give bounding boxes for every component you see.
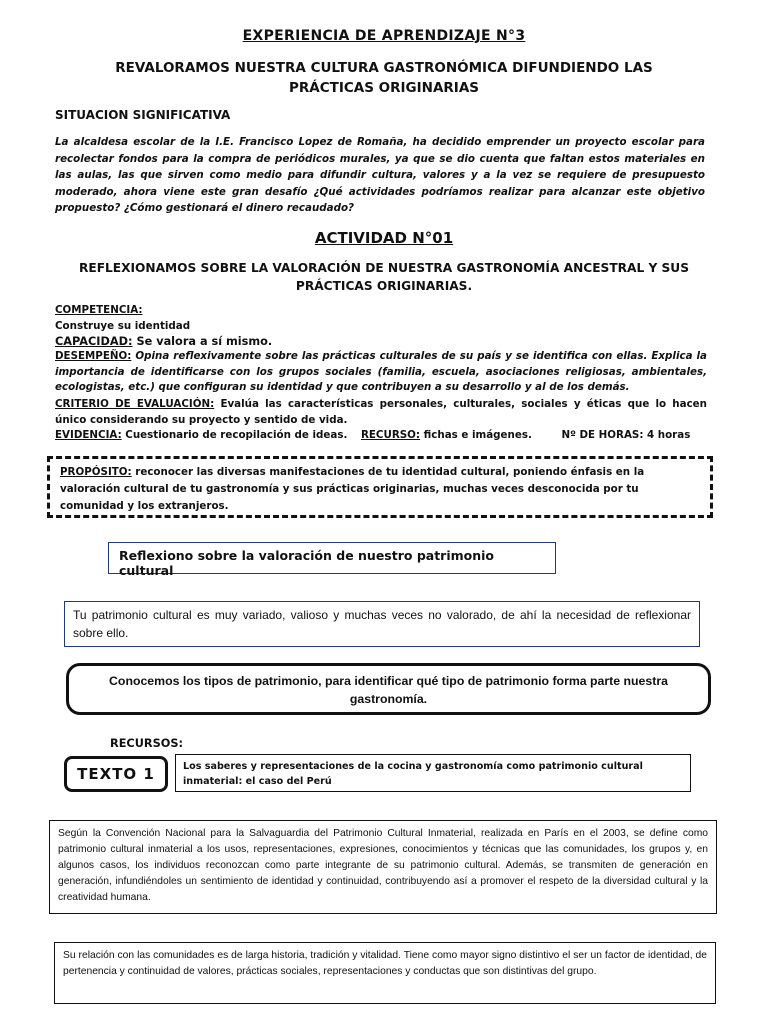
evidencia-value: Cuestionario de recopilación de ideas. (125, 429, 348, 441)
activity-subtitle: REFLEXIONAMOS SOBRE LA VALORACIÓN DE NUESTRA GASTRONOMÍA ANCESTRAL Y SUS PRÁCTICAS ORIGINARIAS. (79, 261, 689, 293)
proposito-box (47, 456, 713, 518)
reflexiono-box: Reflexiono sobre la valoración de nuestro patrimonio cultural (108, 542, 556, 574)
horas-value: Nº DE HORAS: 4 horas (561, 429, 691, 441)
desempeno-value: Opina reflexivamente sobre las prácticas culturales de su país y se identifica con ellas. Explica la importancia de identificarse con los grupos sociales (familia, escuela, asociaciones religiosas, ambientales, ecologistas, etc.) que configuran su identidad y que contribuyen a su desarrollo y al de los demás. (55, 350, 707, 393)
competencia-block (55, 303, 707, 334)
experience-subtitle: REVALORAMOS NUESTRA CULTURA GASTRONÓMICA DIFUNDIENDO LAS PRÁCTICAS ORIGINARIAS (115, 60, 653, 96)
recurso-label: RECURSO: (360, 429, 421, 441)
texto1-description: Los saberes y representaciones de la cocina y gastronomía como patrimonio cultural inmaterial: el caso del Perú (175, 754, 691, 792)
conocemos-box: Conocemos los tipos de patrimonio, para identificar qué tipo de patrimonio forma parte nuestra gastronomía. (66, 663, 711, 715)
capacidad-value: Se valora a sí mismo. (136, 335, 273, 348)
capacidad-label: CAPACIDAD: (55, 335, 133, 348)
relacion-text-box: Su relación con las comunidades es de larga historia, tradición y vitalidad. Tiene como mayor signo distintivo el ser un factor de identidad, de pertenencia y continuidad de valores, prácticas sociales, representaciones y conductas que son distintivas del grupo. (54, 942, 716, 1004)
proposito-label: PROPÓSITO: (60, 466, 132, 478)
evidencia-label: EVIDENCIA: (55, 429, 122, 441)
convencion-text-box: Según la Convención Nacional para la Salvaguardia del Patrimonio Cultural Inmaterial, realizada en París en el 2003, se define como patrimonio cultural inmaterial a los usos, representaciones, expresiones, conocimientos y técnicas que las comunidades, los grupos y, en algunos casos, los individuos reconozcan como parte integrante de su patrimonio cultural. Además, se transmiten de generación en generación, infundiéndoles un sentimiento de identidad y continuidad, contribuyendo así a promover el respeto de la diversidad cultural y la creatividad humana. (49, 820, 717, 914)
competencia-value: Construye su identidad (55, 319, 191, 332)
desempeno-label: DESEMPEÑO: (55, 350, 132, 362)
evidencia-block (55, 428, 707, 444)
situation-text: La alcaldesa escolar de la I.E. Francisco Lopez de Romaña, ha decidido emprender un proyecto escolar para recolectar fondos para la compra de periódicos murales, ya que se dio cuenta que faltan estos materiales en las aulas, las que sirven como medio para difundir cultura, valores y a la vez se requiere de presupuesto moderado, ahora viene este gran desafío ¿Qué actividades podríamos realizar para alcanzar este objetivo propuesto? ¿Cómo gestionará el dinero recaudado? (55, 136, 705, 214)
competencia-label: COMPETENCIA: (55, 304, 143, 316)
activity-title: ACTIVIDAD N°01 (314, 229, 454, 247)
desempeno-block (55, 349, 707, 396)
patrimonio-box: Tu patrimonio cultural es muy variado, valioso y muchas veces no valorado, de ahí la necesidad de reflexionar sobre ello. (64, 601, 700, 647)
criterio-label: CRITERIO DE EVALUACIÓN: (55, 398, 215, 410)
recurso-value: fichas e imágenes. (423, 429, 532, 441)
texto1-label: TEXTO 1 (64, 756, 168, 792)
recursos-label: RECURSOS: (110, 737, 183, 750)
criterio-value: Evalúa las características personales, culturales, sociales y éticas que lo hacen único considerando su proyecto y sentido de vida. (55, 398, 707, 426)
proposito-text: reconocer las diversas manifestaciones de tu identidad cultural, poniendo énfasis en la valoración cultural de tu gastronomía y sus prácticas originarias, muchas veces desconocida por tu comunidad y los extranjeros. (60, 466, 645, 512)
situation-heading: SITUACION SIGNIFICATIVA (55, 108, 231, 122)
page-title: EXPERIENCIA DE APRENDIZAJE N°3 (242, 28, 526, 44)
capacidad-block (55, 334, 707, 350)
criterio-block (55, 397, 707, 428)
